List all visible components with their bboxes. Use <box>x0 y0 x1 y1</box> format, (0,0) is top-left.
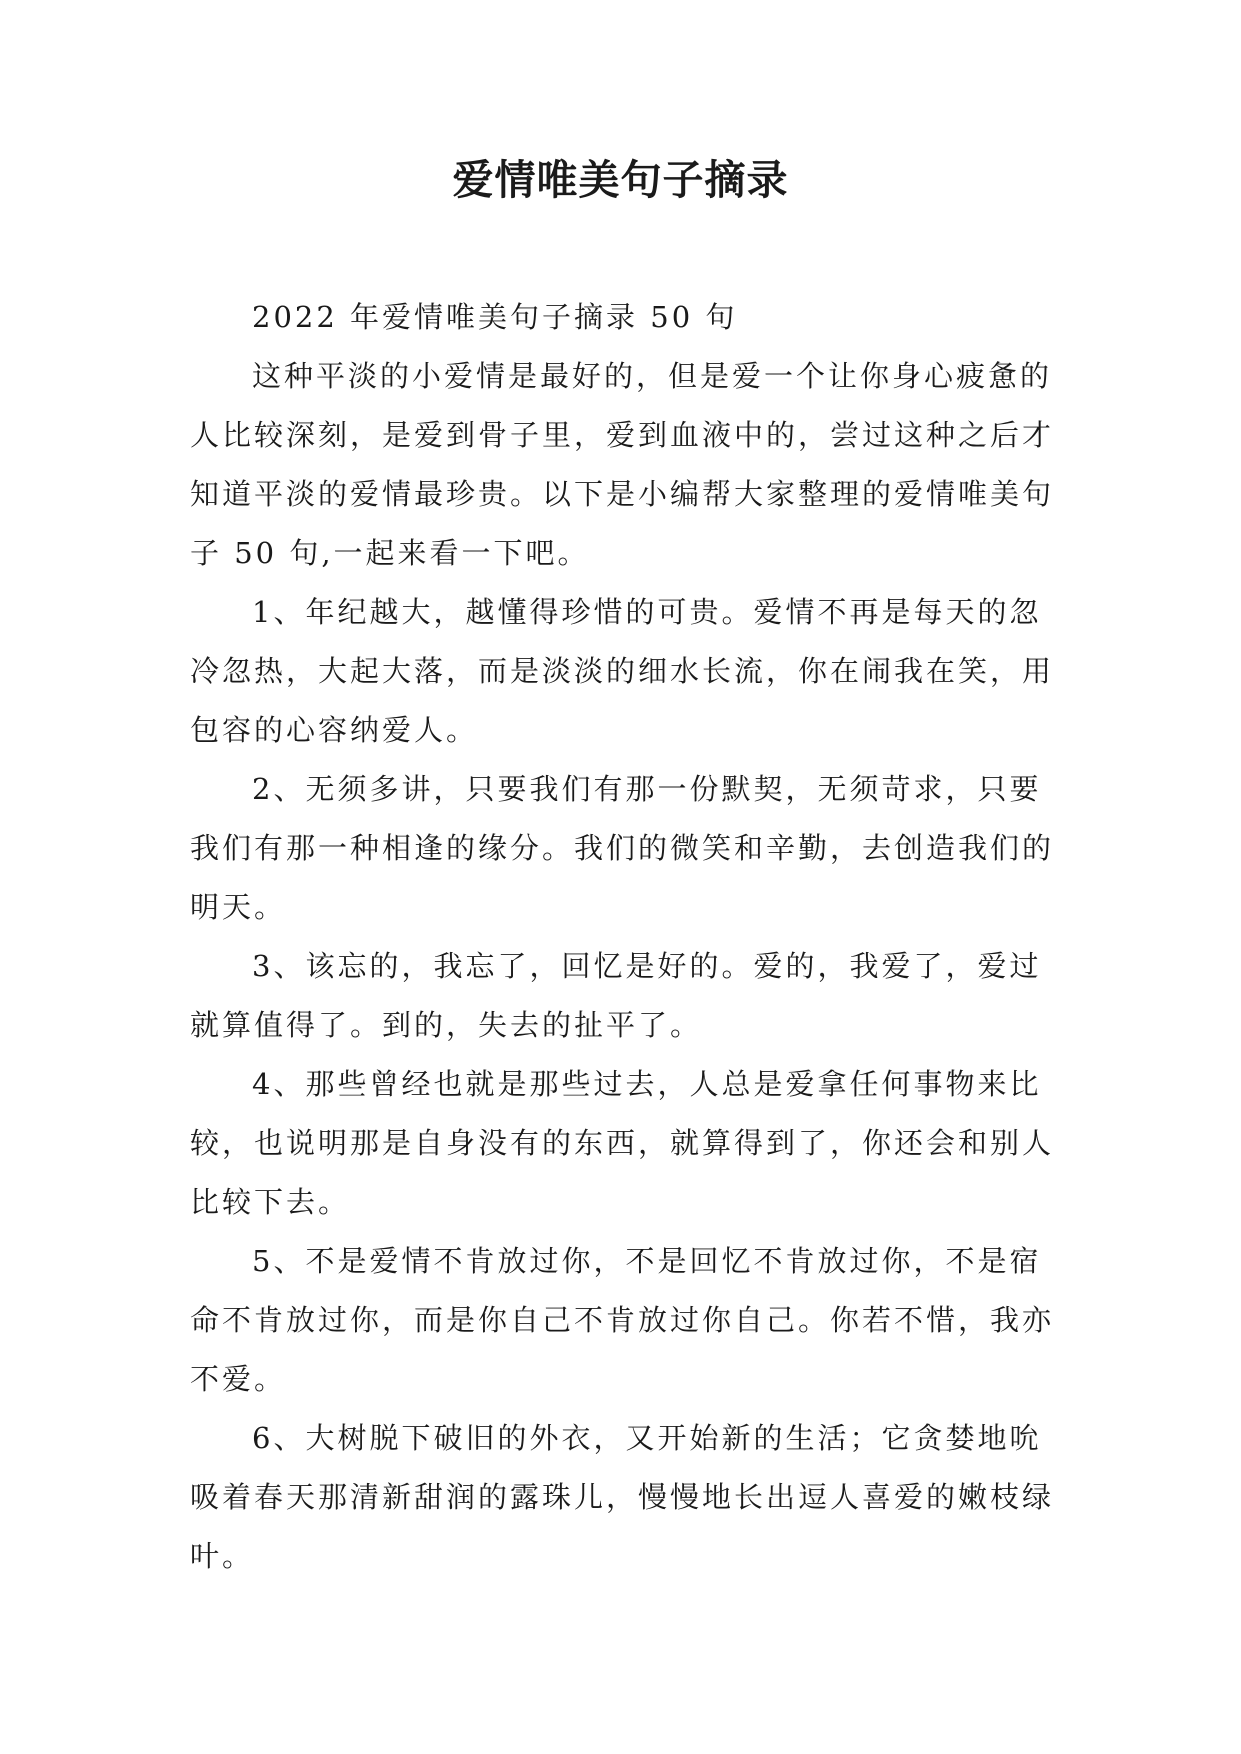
quote-paragraph-6: 6、大树脱下破旧的外衣，又开始新的生活；它贪婪地吮吸着春天那清新甜润的露珠儿，慢慢地长出逗人喜爱的嫩枝绿叶。 <box>190 1421 1055 1573</box>
quote-paragraph-1: 1、年纪越大，越懂得珍惜的可贵。爱情不再是每天的忽冷忽热，大起大落，而是淡淡的细水长流，你在闹我在笑，用包容的心容纳爱人。 <box>190 595 1055 747</box>
subtitle-paragraph: 2022 年爱情唯美句子摘录 50 句 <box>252 300 738 334</box>
quote-paragraph-4: 4、那些曾经也就是那些过去，人总是爱拿任何事物来比较，也说明那是自身没有的东西，就算得到了，你还会和别人比较下去。 <box>190 1067 1055 1219</box>
intro-paragraph: 这种平淡的小爱情是最好的，但是爱一个让你身心疲惫的人比较深刻，是爱到骨子里，爱到血液中的，尝过这种之后才知道平淡的爱情最珍贵。以下是小编帮大家整理的爱情唯美句子 50 句,一起来看一下吧。 <box>190 359 1055 570</box>
quote-paragraph-5: 5、不是爱情不肯放过你，不是回忆不肯放过你，不是宿命不肯放过你，而是你自己不肯放过你自己。你若不惜，我亦不爱。 <box>190 1244 1055 1396</box>
quote-paragraph-2: 2、无须多讲，只要我们有那一份默契，无须苛求，只要我们有那一种相逢的缘分。我们的微笑和辛勤，去创造我们的明天。 <box>190 772 1055 924</box>
quote-paragraph-3: 3、该忘的，我忘了，回忆是好的。爱的，我爱了，爱过就算值得了。到的，失去的扯平了。 <box>190 949 1042 1042</box>
document-title: 爱情唯美句子摘录 <box>452 156 789 204</box>
document-body <box>190 288 1062 1586</box>
